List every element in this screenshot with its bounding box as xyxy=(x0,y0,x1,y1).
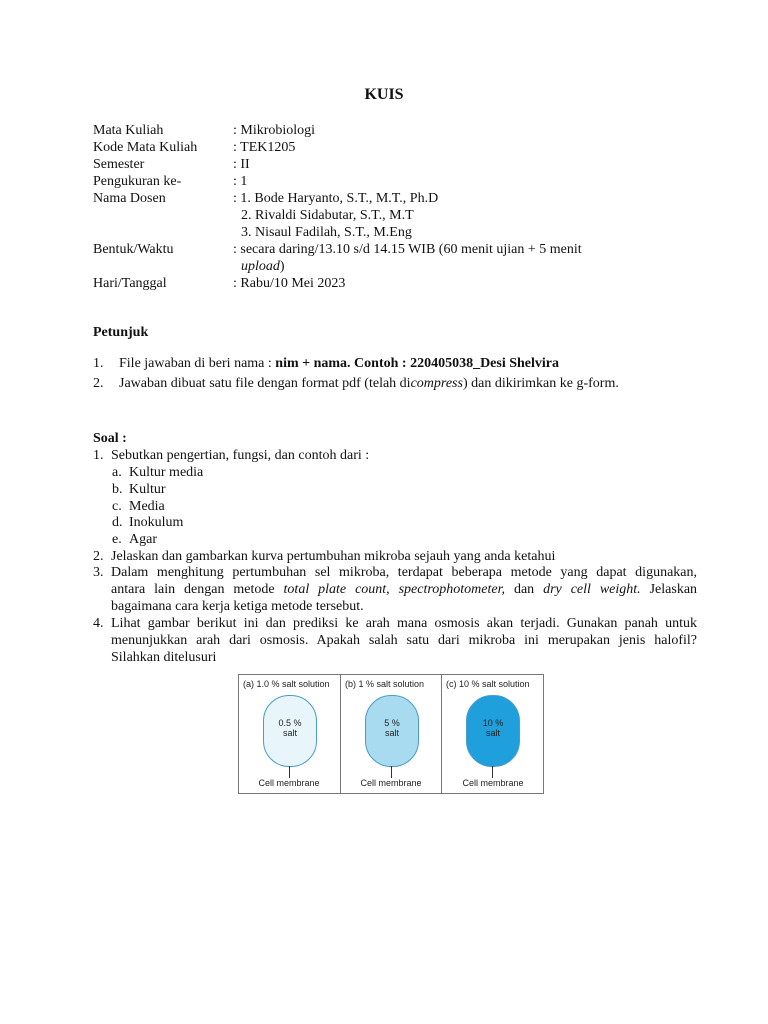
question-1-number: 1. xyxy=(93,448,104,463)
sub-b-mark: b. xyxy=(112,482,123,497)
questions-heading: Soal : xyxy=(93,431,127,446)
cell-a-label: 0.5 % salt xyxy=(278,718,302,738)
cell-b-label: 5 % salt xyxy=(384,718,400,738)
osmosis-figure xyxy=(238,674,544,794)
cell-a-illustration xyxy=(263,695,317,767)
methods-italic-2: dry cell weight. xyxy=(543,582,641,597)
instruction-1-bold: nim + nama. Contoh : 220405038_Desi Shelvira xyxy=(275,356,560,371)
instruction-item-2 xyxy=(0,375,768,392)
question-3-number: 3. xyxy=(93,565,104,580)
question-2 xyxy=(0,548,768,565)
measurement-label: Pengukuran ke- xyxy=(93,174,182,189)
date-value: : Rabu/10 Mei 2023 xyxy=(233,276,346,291)
course-value: : Mikrobiologi xyxy=(233,123,316,138)
instructions-heading: Petunjuk xyxy=(93,325,149,340)
sub-a-text: Kultur media xyxy=(129,465,204,480)
instruction-2-italic: compress xyxy=(410,376,463,391)
instruction-1-text: File jawaban di beri nama : xyxy=(119,356,272,371)
lecturer-2: 2. Rivaldi Sidabutar, S.T., M.T xyxy=(241,208,414,223)
course-label: Mata Kuliah xyxy=(93,123,164,138)
membrane-pointer-b xyxy=(391,766,392,778)
question-2-number: 2. xyxy=(93,549,104,564)
format-value: : secara daring/13.10 s/d 14.15 WIB (60 menit ujian + 5 menit xyxy=(233,242,582,257)
date-label: Hari/Tanggal xyxy=(93,276,167,291)
question-4-text xyxy=(111,615,697,666)
question-1-sub-a xyxy=(0,464,768,481)
instruction-2-number: 2. xyxy=(93,376,104,391)
figure-panel-b xyxy=(340,675,441,793)
format-label: Bentuk/Waktu xyxy=(93,242,174,257)
panel-a-caption: (a) 1.0 % salt solution xyxy=(243,679,330,689)
code-label: Kode Mata Kuliah xyxy=(93,140,198,155)
panel-a-membrane-label: Cell membrane xyxy=(258,778,320,788)
panel-b-caption: (b) 1 % salt solution xyxy=(345,679,425,689)
code-value: : TEK1205 xyxy=(233,140,296,155)
semester-label: Semester xyxy=(93,157,145,172)
question-2-text: Jelaskan dan gambarkan kurva pertumbuhan mikroba sejauh yang anda ketahui xyxy=(111,549,556,564)
question-4-number: 4. xyxy=(93,616,104,631)
instruction-1-number: 1. xyxy=(93,356,104,371)
question-3-line-1: Dalam menghitung pertumbuhan sel mikroba, terdapat beberapa metode yang dapat digunakan, xyxy=(111,565,697,580)
cell-b-illustration xyxy=(365,695,419,767)
question-4-line-2: menunjukkan arah dari osmosis. Apakah salah satu dari mikroba ini merupakan jenis halofil? xyxy=(111,633,697,648)
lecturer-1: : 1. Bode Haryanto, S.T., M.T., Ph.D xyxy=(233,191,439,206)
panel-b-membrane-label: Cell membrane xyxy=(360,778,422,788)
methods-italic-1: total plate count, spectrophotometer, xyxy=(283,582,506,597)
lecturer-label: Nama Dosen xyxy=(93,191,166,206)
sub-a-mark: a. xyxy=(112,465,122,480)
format-value-continued: upload) xyxy=(241,259,285,274)
question-1 xyxy=(0,447,768,464)
instruction-2-pre: Jawaban dibuat satu file dengan format pdf (telah di xyxy=(119,376,411,391)
question-1-sub-c xyxy=(0,498,768,515)
sub-e-mark: e. xyxy=(112,532,122,547)
question-1-sub-e xyxy=(0,531,768,548)
sub-c-text: Media xyxy=(129,499,165,514)
membrane-pointer-c xyxy=(492,766,493,778)
figure-panel-c xyxy=(441,675,544,793)
sub-e-text: Agar xyxy=(129,532,157,547)
instruction-item-1 xyxy=(0,355,768,372)
semester-value: : II xyxy=(233,157,250,172)
question-4-line-3: Silahkan ditelusuri xyxy=(111,650,217,665)
upload-italic: upload xyxy=(241,259,280,274)
lecturer-3: 3. Nisaul Fadilah, S.T., M.Eng xyxy=(241,225,412,240)
question-1-text: Sebutkan pengertian, fungsi, dan contoh dari : xyxy=(111,448,370,463)
cell-c-illustration xyxy=(466,695,520,767)
panel-c-caption: (c) 10 % salt solution xyxy=(446,679,530,689)
sub-d-text: Inokulum xyxy=(129,515,184,530)
page-title: KUIS xyxy=(364,86,404,103)
question-3-line-3: bagaimana cara kerja ketiga metode tersebut. xyxy=(111,599,364,614)
sub-b-text: Kultur xyxy=(129,482,166,497)
membrane-pointer-a xyxy=(289,766,290,778)
figure-panel-a xyxy=(239,675,339,793)
panel-c-membrane-label: Cell membrane xyxy=(462,778,524,788)
question-3-text xyxy=(111,564,697,615)
question-1-sub-b xyxy=(0,481,768,498)
cell-c-label: 10 % salt xyxy=(482,718,504,738)
sub-c-mark: c. xyxy=(112,499,122,514)
sub-d-mark: d. xyxy=(112,515,123,530)
question-4-line-1: Lihat gambar berikut ini dan prediksi ke arah mana osmosis akan terjadi. Gunakan panah untuk xyxy=(111,616,697,631)
question-3-line-2: antara lain dengan metode total plate count, spectrophotometer, dan dry cell weight. Jelaskan xyxy=(111,582,698,597)
question-1-sub-d xyxy=(0,514,768,531)
measurement-value: : 1 xyxy=(233,174,248,189)
instruction-2-post: ) dan dikirimkan ke g-form. xyxy=(462,376,619,391)
